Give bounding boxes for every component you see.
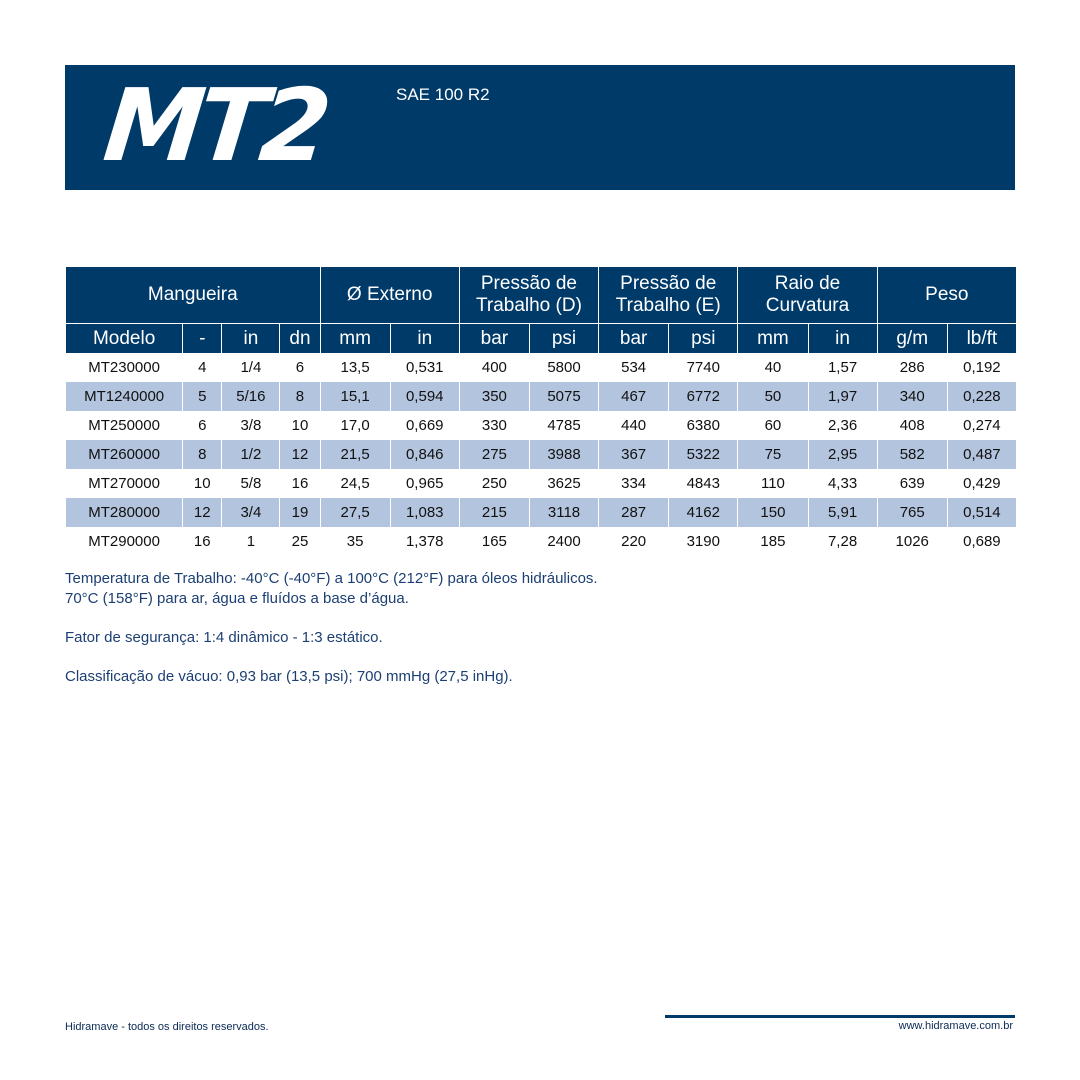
table-cell: 1 [222,527,280,556]
product-standard: SAE 100 R2 [396,85,490,104]
table-cell: 150 [738,498,808,527]
table-cell: 0,487 [947,440,1016,469]
table-cell: 24,5 [320,469,390,498]
table-cell: 4843 [669,469,738,498]
table-cell: 0,846 [390,440,459,469]
table-cell: 340 [877,382,947,411]
group-header-row [66,267,1017,324]
table-cell: 0,594 [390,382,459,411]
table-cell: 5/16 [222,382,280,411]
table-cell: 367 [599,440,669,469]
group-header: Pressão de Trabalho (D) [459,267,598,324]
table-cell: 5/8 [222,469,280,498]
table-cell: 220 [599,527,669,556]
table-cell: 1026 [877,527,947,556]
column-header: dn [280,324,320,354]
working-temperature-note-cont: 70°C (158°F) para ar, água e fluídos a base d’água. [65,590,409,607]
table-cell: 250 [459,469,529,498]
table-cell: 582 [877,440,947,469]
table-cell: 534 [599,353,669,382]
table-cell: 19 [280,498,320,527]
table-cell: MT290000 [66,527,183,556]
group-header: Pressão de Trabalho (E) [599,267,738,324]
table-cell: 6 [183,411,222,440]
footer-copyright: Hidramave - todos os direitos reservados. [65,1021,269,1033]
column-header: psi [529,324,598,354]
table-cell: 5 [183,382,222,411]
table-cell: 400 [459,353,529,382]
table-cell: 0,429 [947,469,1016,498]
group-header: Peso [877,267,1016,324]
table-cell: 13,5 [320,353,390,382]
table-cell: 275 [459,440,529,469]
notes-section [65,569,598,687]
table-cell: 5322 [669,440,738,469]
table-cell: 440 [599,411,669,440]
table-cell: 12 [183,498,222,527]
table-cell: 639 [877,469,947,498]
header-banner [65,65,1015,190]
table-cell: 765 [877,498,947,527]
table-cell: 8 [183,440,222,469]
table-cell: 185 [738,527,808,556]
column-header-row [66,324,1017,354]
table-cell: 17,0 [320,411,390,440]
table-cell: 3988 [529,440,598,469]
table-cell: 408 [877,411,947,440]
table-cell: 1/2 [222,440,280,469]
table-cell: 3190 [669,527,738,556]
working-temperature-note: Temperatura de Trabalho: -40°C (-40°F) a 100°C (212°F) para óleos hidráulicos. [65,570,598,587]
column-header: g/m [877,324,947,354]
table-cell: 4 [183,353,222,382]
table-cell: 1,378 [390,527,459,556]
table-cell: 0,192 [947,353,1016,382]
table-row [66,469,1017,498]
table-cell: 3625 [529,469,598,498]
column-header: psi [669,324,738,354]
column-header: Modelo [66,324,183,354]
table-cell: 10 [183,469,222,498]
table-cell: MT260000 [66,440,183,469]
table-cell: 6 [280,353,320,382]
table-cell: 286 [877,353,947,382]
table-cell: 16 [183,527,222,556]
table-cell: 1/4 [222,353,280,382]
table-cell: 350 [459,382,529,411]
table-cell: 1,57 [808,353,877,382]
table-cell: 25 [280,527,320,556]
table-cell: 3/8 [222,411,280,440]
table-row [66,498,1017,527]
group-header: Raio de Curvatura [738,267,877,324]
column-header: bar [599,324,669,354]
table-cell: 6380 [669,411,738,440]
table-cell: 5,91 [808,498,877,527]
table-cell: 3118 [529,498,598,527]
table-cell: 4,33 [808,469,877,498]
table-cell: 0,228 [947,382,1016,411]
table-cell: 6772 [669,382,738,411]
table-row [66,411,1017,440]
table-cell: 75 [738,440,808,469]
table-cell: 16 [280,469,320,498]
table-cell: 0,965 [390,469,459,498]
spec-table [65,266,1017,556]
group-header: Mangueira [66,267,321,324]
table-cell: 60 [738,411,808,440]
table-cell: 5800 [529,353,598,382]
table-cell: MT230000 [66,353,183,382]
table-cell: 5075 [529,382,598,411]
table-cell: 10 [280,411,320,440]
table-cell: 165 [459,527,529,556]
table-row [66,382,1017,411]
column-header: mm [738,324,808,354]
footer-website: www.hidramave.com.br [898,1020,1013,1032]
table-cell: 50 [738,382,808,411]
column-header: in [390,324,459,354]
table-cell: 467 [599,382,669,411]
table-cell: 27,5 [320,498,390,527]
table-cell: 21,5 [320,440,390,469]
table-cell: 2,36 [808,411,877,440]
table-cell: 215 [459,498,529,527]
column-header: lb/ft [947,324,1016,354]
table-cell: 0,531 [390,353,459,382]
group-header: Ø Externo [320,267,459,324]
safety-factor-note: Fator de segurança: 1:4 dinâmico - 1:3 estático. [65,629,383,646]
table-cell: 3/4 [222,498,280,527]
table-cell: MT270000 [66,469,183,498]
table-cell: 0,669 [390,411,459,440]
table-cell: 35 [320,527,390,556]
column-header: in [222,324,280,354]
table-cell: 8 [280,382,320,411]
table-cell: 40 [738,353,808,382]
table-body [66,353,1017,556]
product-title: MT2 [98,67,331,184]
table-cell: 330 [459,411,529,440]
column-header: mm [320,324,390,354]
table-cell: 0,689 [947,527,1016,556]
table-cell: 334 [599,469,669,498]
table-cell: 15,1 [320,382,390,411]
table-cell: 7,28 [808,527,877,556]
table-row [66,353,1017,382]
table-cell: 0,514 [947,498,1016,527]
table-cell: 1,97 [808,382,877,411]
footer-divider [665,1015,1015,1018]
table-row [66,527,1017,556]
table-cell: 110 [738,469,808,498]
table-cell: 2400 [529,527,598,556]
table-cell: 4785 [529,411,598,440]
table-cell: 12 [280,440,320,469]
table-row [66,440,1017,469]
table-cell: 4162 [669,498,738,527]
table-cell: 1,083 [390,498,459,527]
table-cell: 2,95 [808,440,877,469]
column-header: in [808,324,877,354]
column-header: bar [459,324,529,354]
table-cell: MT1240000 [66,382,183,411]
table-cell: 7740 [669,353,738,382]
table-cell: MT280000 [66,498,183,527]
table-cell: MT250000 [66,411,183,440]
table-cell: 287 [599,498,669,527]
column-header: - [183,324,222,354]
table-cell: 0,274 [947,411,1016,440]
vacuum-rating-note: Classificação de vácuo: 0,93 bar (13,5 psi); 700 mmHg (27,5 inHg). [65,668,513,685]
